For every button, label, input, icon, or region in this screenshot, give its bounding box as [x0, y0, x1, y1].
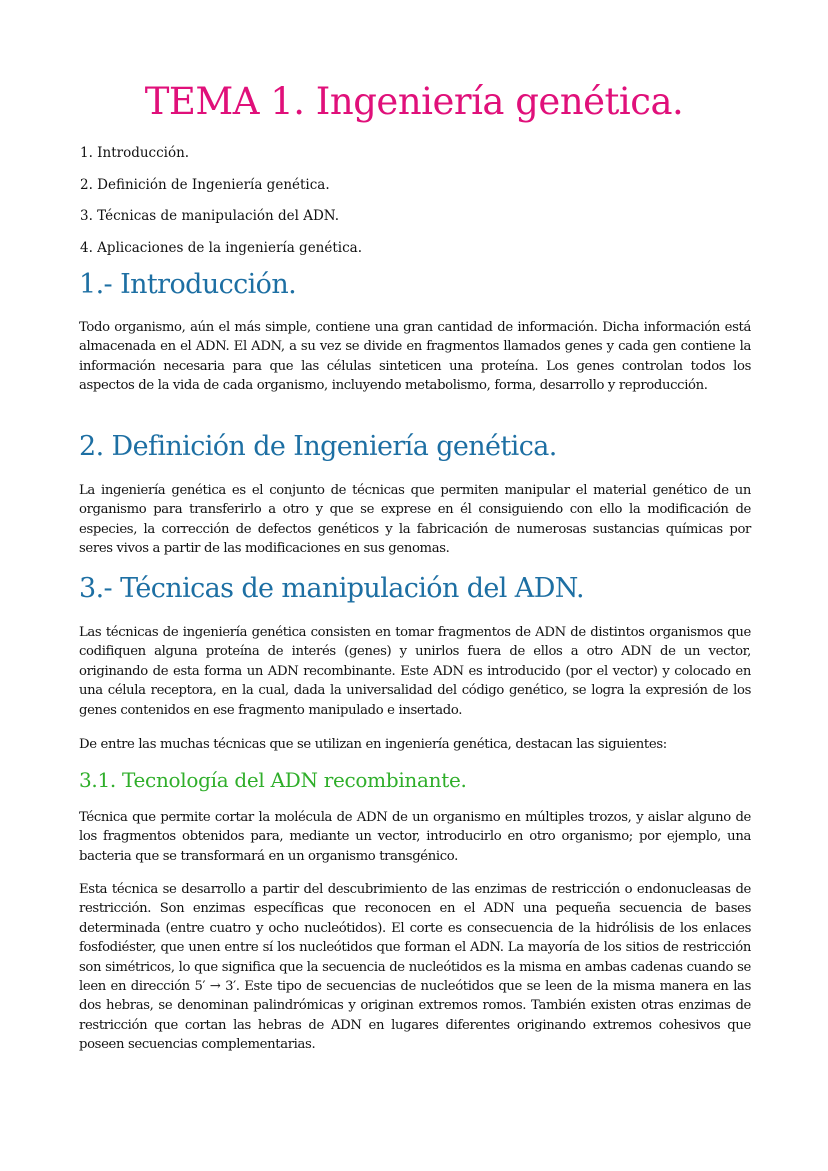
- subsection-heading-adn-recombinante: 3.1. Tecnología del ADN recombinante.: [79, 768, 467, 792]
- paragraph-introduccion: Todo organismo, aún el más simple, contiene una gran cantidad de información. Dicha información está almacenada en el ADN. El ADN, a su vez se divide en fragmentos llamados genes y cada gen contiene la información necesaria para que las células sinteticen una proteína. Los genes controlan todos los aspectos de la vida de cada organismo, incluyendo metabolismo, forma, desarrollo y reproducción.: [79, 320, 751, 394]
- toc-item: 3. Técnicas de manipulación del ADN.: [80, 208, 340, 224]
- toc-item: 1. Introducción.: [80, 145, 190, 161]
- section-heading-tecnicas: 3.- Técnicas de manipulación del ADN.: [79, 573, 585, 604]
- paragraph-definicion: La ingeniería genética es el conjunto de técnicas que permiten manipular el material genético de un organismo para transferirlo a otro y que se exprese en él consiguiendo con ello la modificación de especies, la corrección de defectos genéticos y la fabricación de numerosas sustancias químicas por seres vivos a partir de las modificaciones en sus genomas.: [79, 483, 751, 557]
- toc-item: 2. Definición de Ingeniería genética.: [80, 176, 330, 193]
- section-heading-introduccion: 1.- Introducción.: [79, 269, 297, 300]
- page-title: TEMA 1. Ingeniería genética.: [144, 80, 684, 123]
- table-of-contents: [80, 143, 362, 269]
- paragraph-adn-recombinante-1: Técnica que permite cortar la molécula de ADN de un organismo en múltiples trozos, y aislar alguno de los fragmentos obtenidos para, mediante un vector, introducirlo en otro organismo; por ejemplo, una bacteria que se transformará en un organismo transgénico.: [79, 810, 751, 864]
- section-heading-definicion: 2. Definición de Ingeniería genética.: [79, 431, 557, 462]
- paragraph-adn-recombinante-2: Esta técnica se desarrollo a partir del descubrimiento de las enzimas de restricción o endonucleasas de restricción. Son enzimas específicas que reconocen en el ADN una pequeña secuencia de bases determinada (entre cuatro y ocho nucleótidos). El corte es consecuencia de la hidrólisis de los enlaces fosfodiéster, que unen entre sí los nucleótidos que forman el ADN. La mayoría de los sitios de restricción son simétricos, lo que significa que la secuencia de nucleótidos es la misma en ambas cadenas cuando se leen en dirección 5′ → 3′. Este tipo de secuencias de nucleótidos que se leen de la misma manera en las dos hebras, se denominan palindrómicas y originan extremos romos. También existen otras enzimas de restricción que cortan las hebras de ADN en lugares diferentes originando extremos cohesivos que poseen secuencias complementarias.: [79, 882, 751, 1053]
- toc-item: 4. Aplicaciones de la ingeniería genética.: [80, 239, 363, 256]
- paragraph-tecnicas-2: De entre las muchas técnicas que se utilizan en ingeniería genética, destacan las siguientes:: [79, 737, 667, 752]
- paragraph-tecnicas-1: Las técnicas de ingeniería genética consisten en tomar fragmentos de ADN de distintos organismos que codifiquen alguna proteína de interés (genes) y unirlos fuera de ellos a otro ADN de un vector, originando de esta forma un ADN recombinante. Este ADN es introducido (por el vector) y colocado en una célula receptora, en la cual, dada la universalidad del código genético, se logra la expresión de los genes contenidos en ese fragmento manipulado e insertado.: [79, 625, 751, 718]
